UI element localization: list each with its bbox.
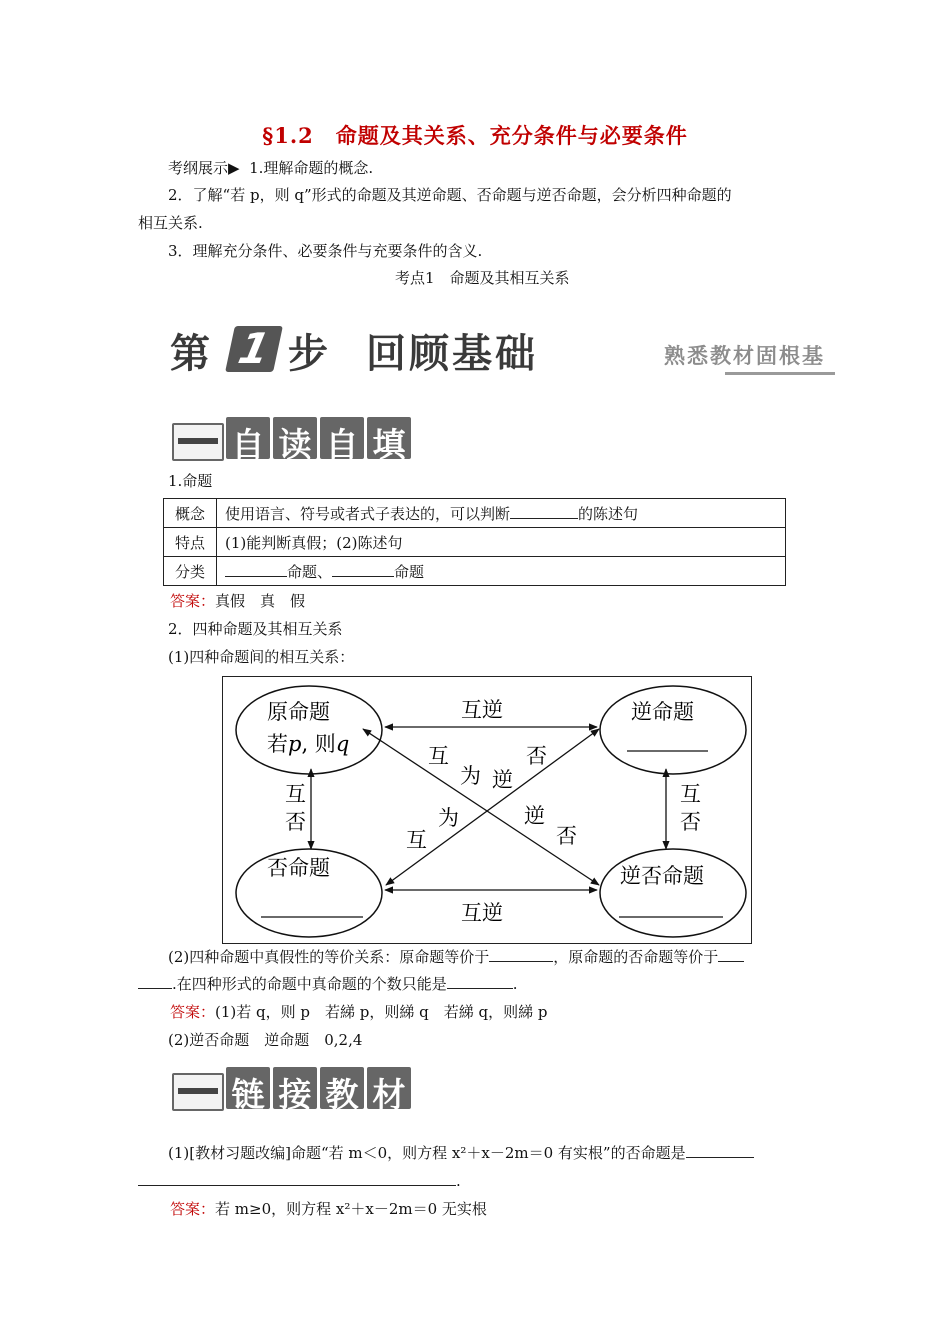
- blank-line: [510, 504, 578, 519]
- diag-a-1: 互: [428, 744, 449, 768]
- section-dash: [172, 423, 224, 461]
- section-heading-2: [172, 1063, 422, 1114]
- diag-b-3: 否: [556, 824, 577, 848]
- label-original-condition: 若p, 则q: [267, 732, 350, 756]
- ellipse-contrapositive: [600, 849, 746, 937]
- diag-b-1: 否: [526, 744, 547, 768]
- q2-answer-2: (2)逆否命题 逆命题 0,2,4: [168, 1031, 363, 1049]
- blank-line: [225, 562, 287, 577]
- table-key: 分类: [164, 557, 217, 586]
- q3-text: (1)[教材习题改编]命题“若 m＜0，则方程 x²＋x－2m＝0 有实根”的否命题是: [168, 1142, 754, 1164]
- answer-text: 若 m≥0，则方程 x²＋x－2m＝0 无实根: [215, 1200, 487, 1218]
- banner-number: 1: [225, 326, 283, 372]
- edge-top: 互逆: [461, 698, 503, 722]
- banner-subtitle: 熟悉教材固根基: [664, 344, 825, 368]
- q2-heading: 2．四种命题及其相互关系: [168, 620, 343, 638]
- table-key: 特点: [164, 528, 217, 557]
- blank-line: [332, 562, 394, 577]
- section-char: 读: [273, 417, 317, 459]
- table-key: 概念: [164, 499, 217, 528]
- table-row: [164, 528, 786, 557]
- label-original: 原命题: [267, 700, 330, 724]
- answer-label: 答案：: [170, 1200, 216, 1218]
- banner-step: 步: [288, 331, 328, 377]
- q1-answer: [170, 590, 305, 612]
- syllabus-item-2a: 2．了解“若 p，则 q”形式的命题及其逆命题、否命题与逆否命题，会分析四种命题的: [168, 186, 732, 204]
- banner-rule: [725, 372, 835, 375]
- q2-answer-1: [170, 1001, 548, 1023]
- q2-sub1: (1)四种命题间的相互关系：: [168, 648, 355, 666]
- diag-b-2: 逆: [524, 804, 545, 828]
- diag-a-2: 为: [460, 764, 481, 788]
- edge-right-2: 否: [680, 810, 701, 834]
- q1-heading: 1.命题: [168, 472, 213, 490]
- relation-diagram: [222, 676, 752, 944]
- blank-line: [138, 1171, 456, 1186]
- label-inverse: 否命题: [267, 856, 330, 880]
- syllabus-item-2b: 相互关系.: [138, 214, 203, 232]
- blank-line: [138, 974, 172, 989]
- label-converse: 逆命题: [631, 700, 694, 724]
- section-char: 教: [320, 1067, 364, 1109]
- edge-left-1: 互: [285, 782, 306, 806]
- q2-sub2-line2: .在四种形式的命题中真命题的个数只能是 .: [138, 973, 518, 995]
- syllabus-item-1: 1.理解命题的概念.: [249, 159, 374, 177]
- concept-table: [163, 498, 786, 586]
- blank-line: [686, 1143, 754, 1158]
- section-char: 材: [367, 1067, 411, 1109]
- q2-sub2-line1: (2)四种命题中真假性的等价关系：原命题等价于 ，原命题的否命题等价于: [168, 946, 744, 968]
- section-heading-1: [172, 413, 422, 464]
- syllabus-line-1: [168, 157, 373, 179]
- syllabus-item-3: 3．理解充分条件、必要条件与充要条件的含义.: [168, 242, 483, 260]
- section-char: 链: [226, 1067, 270, 1109]
- blank-line: [489, 947, 553, 962]
- page-title: §1.2 命题及其关系、充分条件与必要条件: [262, 123, 688, 148]
- answer-label: 答案：: [170, 592, 216, 610]
- label-contrapositive: 逆否命题: [620, 864, 704, 888]
- edge-left-2: 否: [285, 810, 306, 834]
- blank-line: [447, 974, 513, 989]
- section-dash: [172, 1073, 224, 1111]
- answer-text: (1)若 q，则 p 若綈 p，则綈 q 若綈 q，则綈 p: [215, 1003, 548, 1021]
- step-banner: [170, 318, 835, 378]
- syllabus-label: 考纲展示▶: [168, 159, 240, 177]
- section-char: 填: [367, 417, 411, 459]
- blank-line: [718, 947, 744, 962]
- table-value: (1)能判断真假；(2)陈述句: [217, 528, 786, 557]
- edge-right-1: 互: [680, 782, 701, 806]
- section-char: 自: [226, 417, 270, 459]
- answer-label: 答案：: [170, 1003, 216, 1021]
- diag-c-1: 为: [438, 806, 459, 830]
- table-row: [164, 557, 786, 586]
- diag-c-2: 互: [406, 828, 427, 852]
- table-value: 命题、 命题: [217, 557, 786, 586]
- section-char: 自: [320, 417, 364, 459]
- q3-line2: .: [138, 1170, 461, 1192]
- q3-answer: [170, 1198, 487, 1220]
- answer-text: 真假 真 假: [215, 592, 306, 610]
- diag-a-3: 逆: [492, 768, 513, 792]
- section-char: 接: [273, 1067, 317, 1109]
- table-row: [164, 499, 786, 528]
- banner-title: 回顾基础: [366, 331, 538, 377]
- kaodian-heading: 考点1 命题及其相互关系: [395, 269, 570, 287]
- banner-prefix: 第: [170, 331, 210, 377]
- edge-bottom: 互逆: [461, 901, 503, 925]
- table-value: 使用语言、符号或者式子表达的，可以判断 的陈述句: [217, 499, 786, 528]
